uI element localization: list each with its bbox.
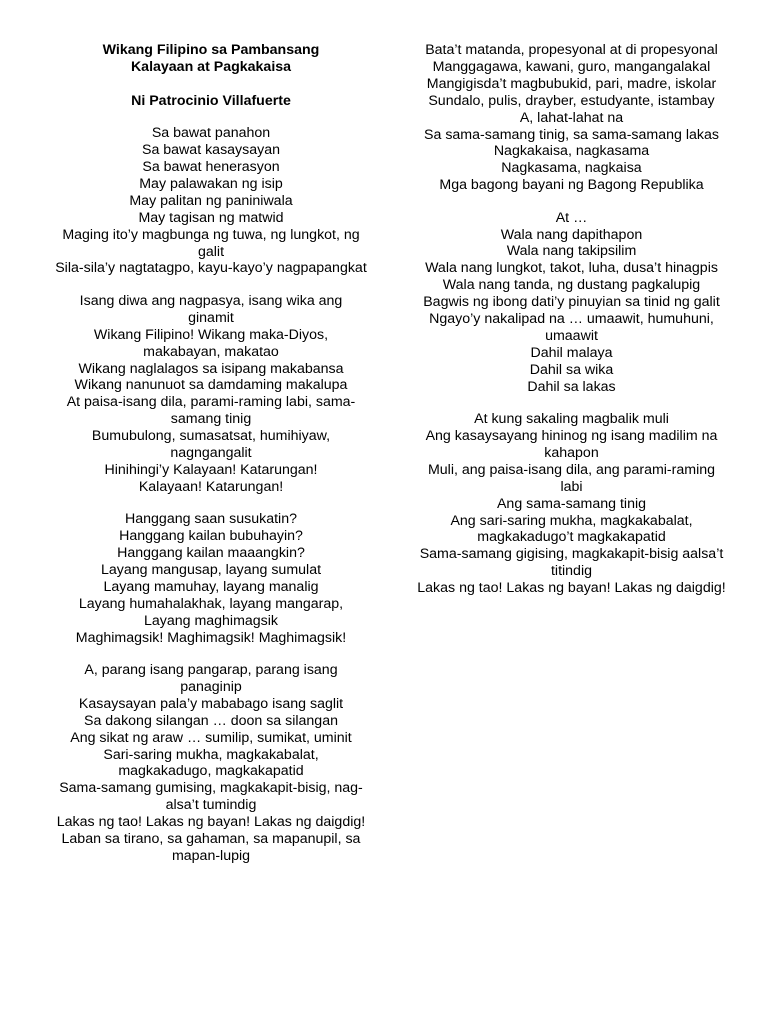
poem-line: Sa bawat henerasyon [142, 159, 280, 176]
poem-line: Nagkasama, nagkaisa [501, 160, 642, 177]
poem-line: Maging ito’y magbunga ng tuwa, ng lungkot, ng galit [62, 226, 360, 260]
poem-line: Manggagawa, kawani, guro, mangangalakal [432, 58, 711, 75]
poem-line: Bumubulong, sumasatsat, humihiyaw, nagngangalit [91, 428, 331, 462]
right-stanzas [415, 42, 728, 597]
poem-line: Hanggang kailan maaangkin? [117, 545, 305, 562]
poem-line: Muli, ang paisa-isang dila, ang parami-raming labi [427, 461, 716, 495]
poem-line: Lakas ng tao! Lakas ng bayan! Lakas ng daigdig! [56, 814, 366, 831]
poem-line: Sama-samang gumising, magkakapit-bisig, nag-alsa’t tumindig [59, 780, 363, 814]
poem-title-line: Kalayaan at Pagkakaisa [130, 58, 292, 75]
stanza [55, 511, 367, 646]
stanza [55, 293, 367, 496]
poem-line: Wala nang lungkot, takot, luha, dusa’t hinagpis [425, 260, 718, 277]
right-column [415, 42, 728, 597]
poem-line: Sila-sila’y nagtatagpo, kayu-kayo’y nagpapangkat [55, 260, 367, 277]
poem-line: Ang sama-samang tinig [496, 495, 647, 512]
poem-line: Sa dakong silangan … doon sa silangan [84, 712, 338, 729]
stanza [415, 210, 728, 396]
poem-line: Sama-samang gigising, magkakapit-bisig aalsa’t titindig [419, 546, 724, 580]
poem-line: Laban sa tirano, sa gahaman, sa mapanupil, sa mapan-lupig [61, 831, 361, 864]
poem-line: Bata’t matanda, propesyonal at di propesyonal [425, 42, 718, 58]
poem-line: Dahil sa wika [529, 361, 614, 378]
stanza [415, 411, 728, 597]
poem-author: Ni Patrocinio Villafuerte [131, 92, 291, 109]
poem-line: Wikang nanunuot sa damdaming makalupa [74, 377, 348, 394]
poem-line: Ang sikat ng araw … sumilip, sumikat, uminit [70, 729, 352, 746]
poem-title-line: Wikang Filipino sa Pambansang [102, 42, 320, 58]
left-column [55, 42, 367, 865]
poem-line: Layang mamuhay, layang manalig [103, 578, 319, 595]
poem-line: At … [555, 209, 588, 226]
poem-line: Dahil malaya [530, 344, 613, 361]
poem-line: At kung sakaling magbalik muli [474, 411, 669, 428]
poem-line: Hanggang saan susukatin? [125, 511, 297, 528]
poem-line: May palitan ng paniniwala [129, 192, 293, 209]
poem-line: Wala nang tanda, ng dustang pagkalupig [442, 277, 701, 294]
poem-line: Layang humahalakhak, layang mangarap, [78, 595, 344, 612]
poem-line: Ang kasaysayang hininog ng isang madilim na kahapon [425, 428, 718, 461]
poem-line: Bagwis ng ibong dati’y pinuyian sa tinid ng galit [423, 294, 720, 311]
stanza [55, 125, 367, 277]
poem-line: Wala nang dapithapon [500, 226, 643, 243]
poem-line: Ang sari-saring mukha, magkakabalat, magkakadugo’t magkakapatid [450, 512, 693, 546]
poem-line: Sa sama-samang tinig, sa sama-samang lakas [424, 126, 719, 143]
poem-line: Layang mangusap, layang sumulat [100, 561, 322, 578]
poem-line: Kalayaan! Katarungan! [138, 478, 284, 495]
poem-line: Hanggang kailan bubuhayin? [119, 528, 303, 545]
poem-line: Lakas ng tao! Lakas ng bayan! Lakas ng daigdig! [417, 580, 726, 597]
poem-line: Nagkakaisa, nagkasama [493, 143, 650, 160]
poem-line: May palawakan ng isip [139, 175, 283, 192]
poem-title [55, 42, 367, 76]
stanza [415, 42, 728, 194]
poem-line: Kasaysayan pala’y mababago isang saglit [78, 695, 344, 712]
poem-line: Maghimagsik! Maghimagsik! Maghimagsik! [75, 629, 347, 646]
poem-line: Sa bawat kasaysayan [141, 142, 281, 159]
poem-line: Sari-saring mukha, magkakabalat, magkakadugo, magkakapatid [103, 746, 319, 780]
poem-line: Layang maghimagsik [143, 612, 279, 629]
poem-line: Mga bagong bayani ng Bagong Republika [439, 177, 704, 194]
stanza [55, 662, 367, 865]
poem-line: May tagisan ng matwid [138, 209, 284, 226]
poem-line: A, lahat-lahat na [519, 109, 624, 126]
poem-line: Sundalo, pulis, drayber, estudyante, istambay [428, 92, 715, 109]
poem-line: Wala nang takipsilim [506, 243, 637, 260]
poem-line: Wikang Filipino! Wikang maka-Diyos, makabayan, makatao [93, 326, 329, 360]
poem-line: Hinihingi’y Kalayaan! Katarungan! [104, 461, 318, 478]
poem-line: At paisa-isang dila, parami-raming labi, sama-samang tinig [66, 394, 356, 428]
poem-line: Dahil sa lakas [527, 378, 616, 395]
poem-line: Isang diwa ang nagpasya, isang wika ang ginamit [79, 292, 343, 326]
poem-line: Mangigisda’t magbubukid, pari, madre, iskolar [426, 75, 717, 92]
poem-line: A, parang isang pangarap, parang isang panaginip [84, 662, 338, 695]
poem-line: Wikang naglalagos sa isipang makabansa [78, 360, 344, 377]
poem-line: Sa bawat panahon [151, 125, 271, 142]
left-stanzas [55, 125, 367, 865]
poem-line: Ngayo’y nakalipad na … umaawit, humuhuni, umaawit [429, 311, 714, 344]
